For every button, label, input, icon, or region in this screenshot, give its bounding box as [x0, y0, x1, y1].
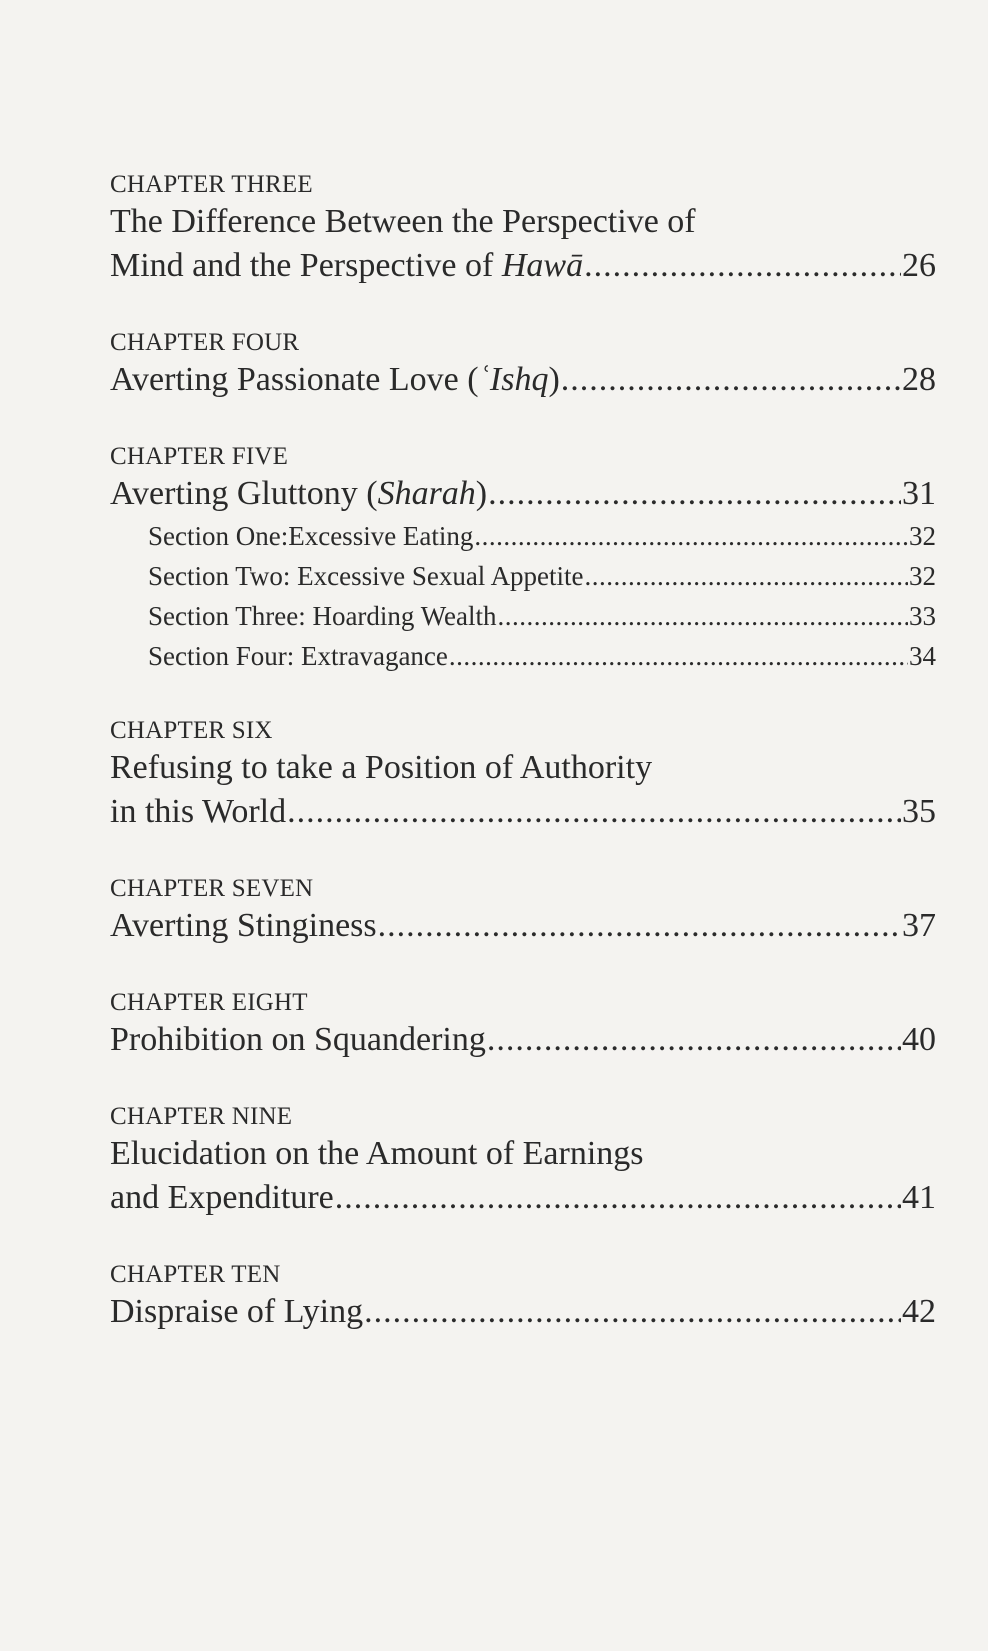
dot-leader: [335, 1176, 901, 1220]
chapter-four: [110, 328, 936, 402]
chapter-eight: [110, 988, 936, 1062]
page-number: 26: [902, 247, 936, 284]
chapter-title: Prohibition on Squandering: [110, 1021, 486, 1058]
page-number: 42: [902, 1293, 936, 1330]
chapter-title-line-2: in this World: [110, 793, 287, 830]
toc-entry-row[interactable]: [110, 790, 936, 834]
dot-leader: [497, 596, 908, 636]
chapter-nine: [110, 1102, 936, 1220]
toc-entry-row[interactable]: [110, 472, 936, 516]
page-number: 32: [909, 521, 936, 551]
page-number: 33: [909, 601, 936, 631]
section-title: Section One:Excessive Eating: [148, 521, 474, 551]
chapter-title-line-2: and Expenditure: [110, 1179, 334, 1216]
section-list: [110, 516, 936, 676]
dot-leader: [487, 1018, 901, 1062]
page-number: 32: [909, 561, 936, 591]
chapter-label: CHAPTER EIGHT: [110, 989, 308, 1016]
section-entry-row[interactable]: [148, 556, 936, 596]
chapter-title-line-1: Refusing to take a Position of Authority: [110, 749, 653, 786]
dot-leader: [378, 904, 901, 948]
title-term: Hawā: [501, 247, 584, 284]
chapter-ten: [110, 1260, 936, 1334]
toc-entry-row[interactable]: [110, 1290, 936, 1334]
toc-entry-row[interactable]: [110, 1018, 936, 1062]
toc-entry-row[interactable]: [110, 244, 936, 288]
page-number: 35: [902, 793, 936, 830]
title-term: Sharah: [377, 475, 476, 512]
title-prefix: Averting Passionate Love (: [110, 361, 479, 398]
chapter-label: CHAPTER FOUR: [110, 329, 300, 356]
section-title: Section Four: Extravagance: [148, 641, 448, 671]
page-number: 34: [909, 641, 936, 671]
title-term: ʿIshq: [478, 361, 549, 398]
title-suffix: ): [548, 361, 560, 398]
page-number: 40: [902, 1021, 936, 1058]
chapter-label: CHAPTER SIX: [110, 717, 273, 744]
chapter-label: CHAPTER TEN: [110, 1261, 281, 1288]
chapter-label: CHAPTER THREE: [110, 171, 313, 198]
title-prefix: Averting Gluttony (: [110, 475, 378, 512]
table-of-contents: [110, 170, 936, 1374]
chapter-title-line-1: Elucidation on the Amount of Earnings: [110, 1135, 644, 1172]
title-suffix: ): [475, 475, 488, 512]
chapter-title: [110, 472, 487, 516]
chapter-title-line-2: [110, 244, 583, 288]
chapter-six: [110, 716, 936, 834]
chapter-three: [110, 170, 936, 288]
page-number: 37: [902, 907, 936, 944]
dot-leader: [449, 636, 908, 676]
dot-leader: [488, 472, 901, 516]
toc-entry-row[interactable]: [110, 1176, 936, 1220]
page-number: 28: [902, 361, 936, 398]
chapter-seven: [110, 874, 936, 948]
chapter-title-line-1: The Difference Between the Perspective of: [110, 203, 696, 240]
toc-entry-row[interactable]: [110, 904, 936, 948]
chapter-label: CHAPTER SEVEN: [110, 875, 314, 902]
title-prefix: Mind and the Perspective of: [110, 247, 502, 284]
dot-leader: [474, 516, 908, 556]
dot-leader: [585, 556, 908, 596]
page-number: 41: [902, 1179, 936, 1216]
section-title: Section Two: Excessive Sexual Appetite: [148, 561, 584, 591]
chapter-label: CHAPTER FIVE: [110, 443, 289, 470]
chapter-title: [110, 358, 560, 402]
chapter-title: Dispraise of Lying: [110, 1293, 364, 1330]
toc-entry-row[interactable]: [110, 358, 936, 402]
section-entry-row[interactable]: [148, 516, 936, 556]
chapter-five: [110, 442, 936, 676]
section-title: Section Three: Hoarding Wealth: [148, 601, 497, 631]
dot-leader: [364, 1290, 901, 1334]
dot-leader: [584, 244, 901, 288]
page-number: 31: [902, 475, 936, 512]
dot-leader: [287, 790, 901, 834]
section-entry-row[interactable]: [148, 636, 936, 676]
dot-leader: [561, 358, 901, 402]
chapter-title: Averting Stinginess: [110, 907, 377, 944]
chapter-label: CHAPTER NINE: [110, 1103, 293, 1130]
section-entry-row[interactable]: [148, 596, 936, 636]
